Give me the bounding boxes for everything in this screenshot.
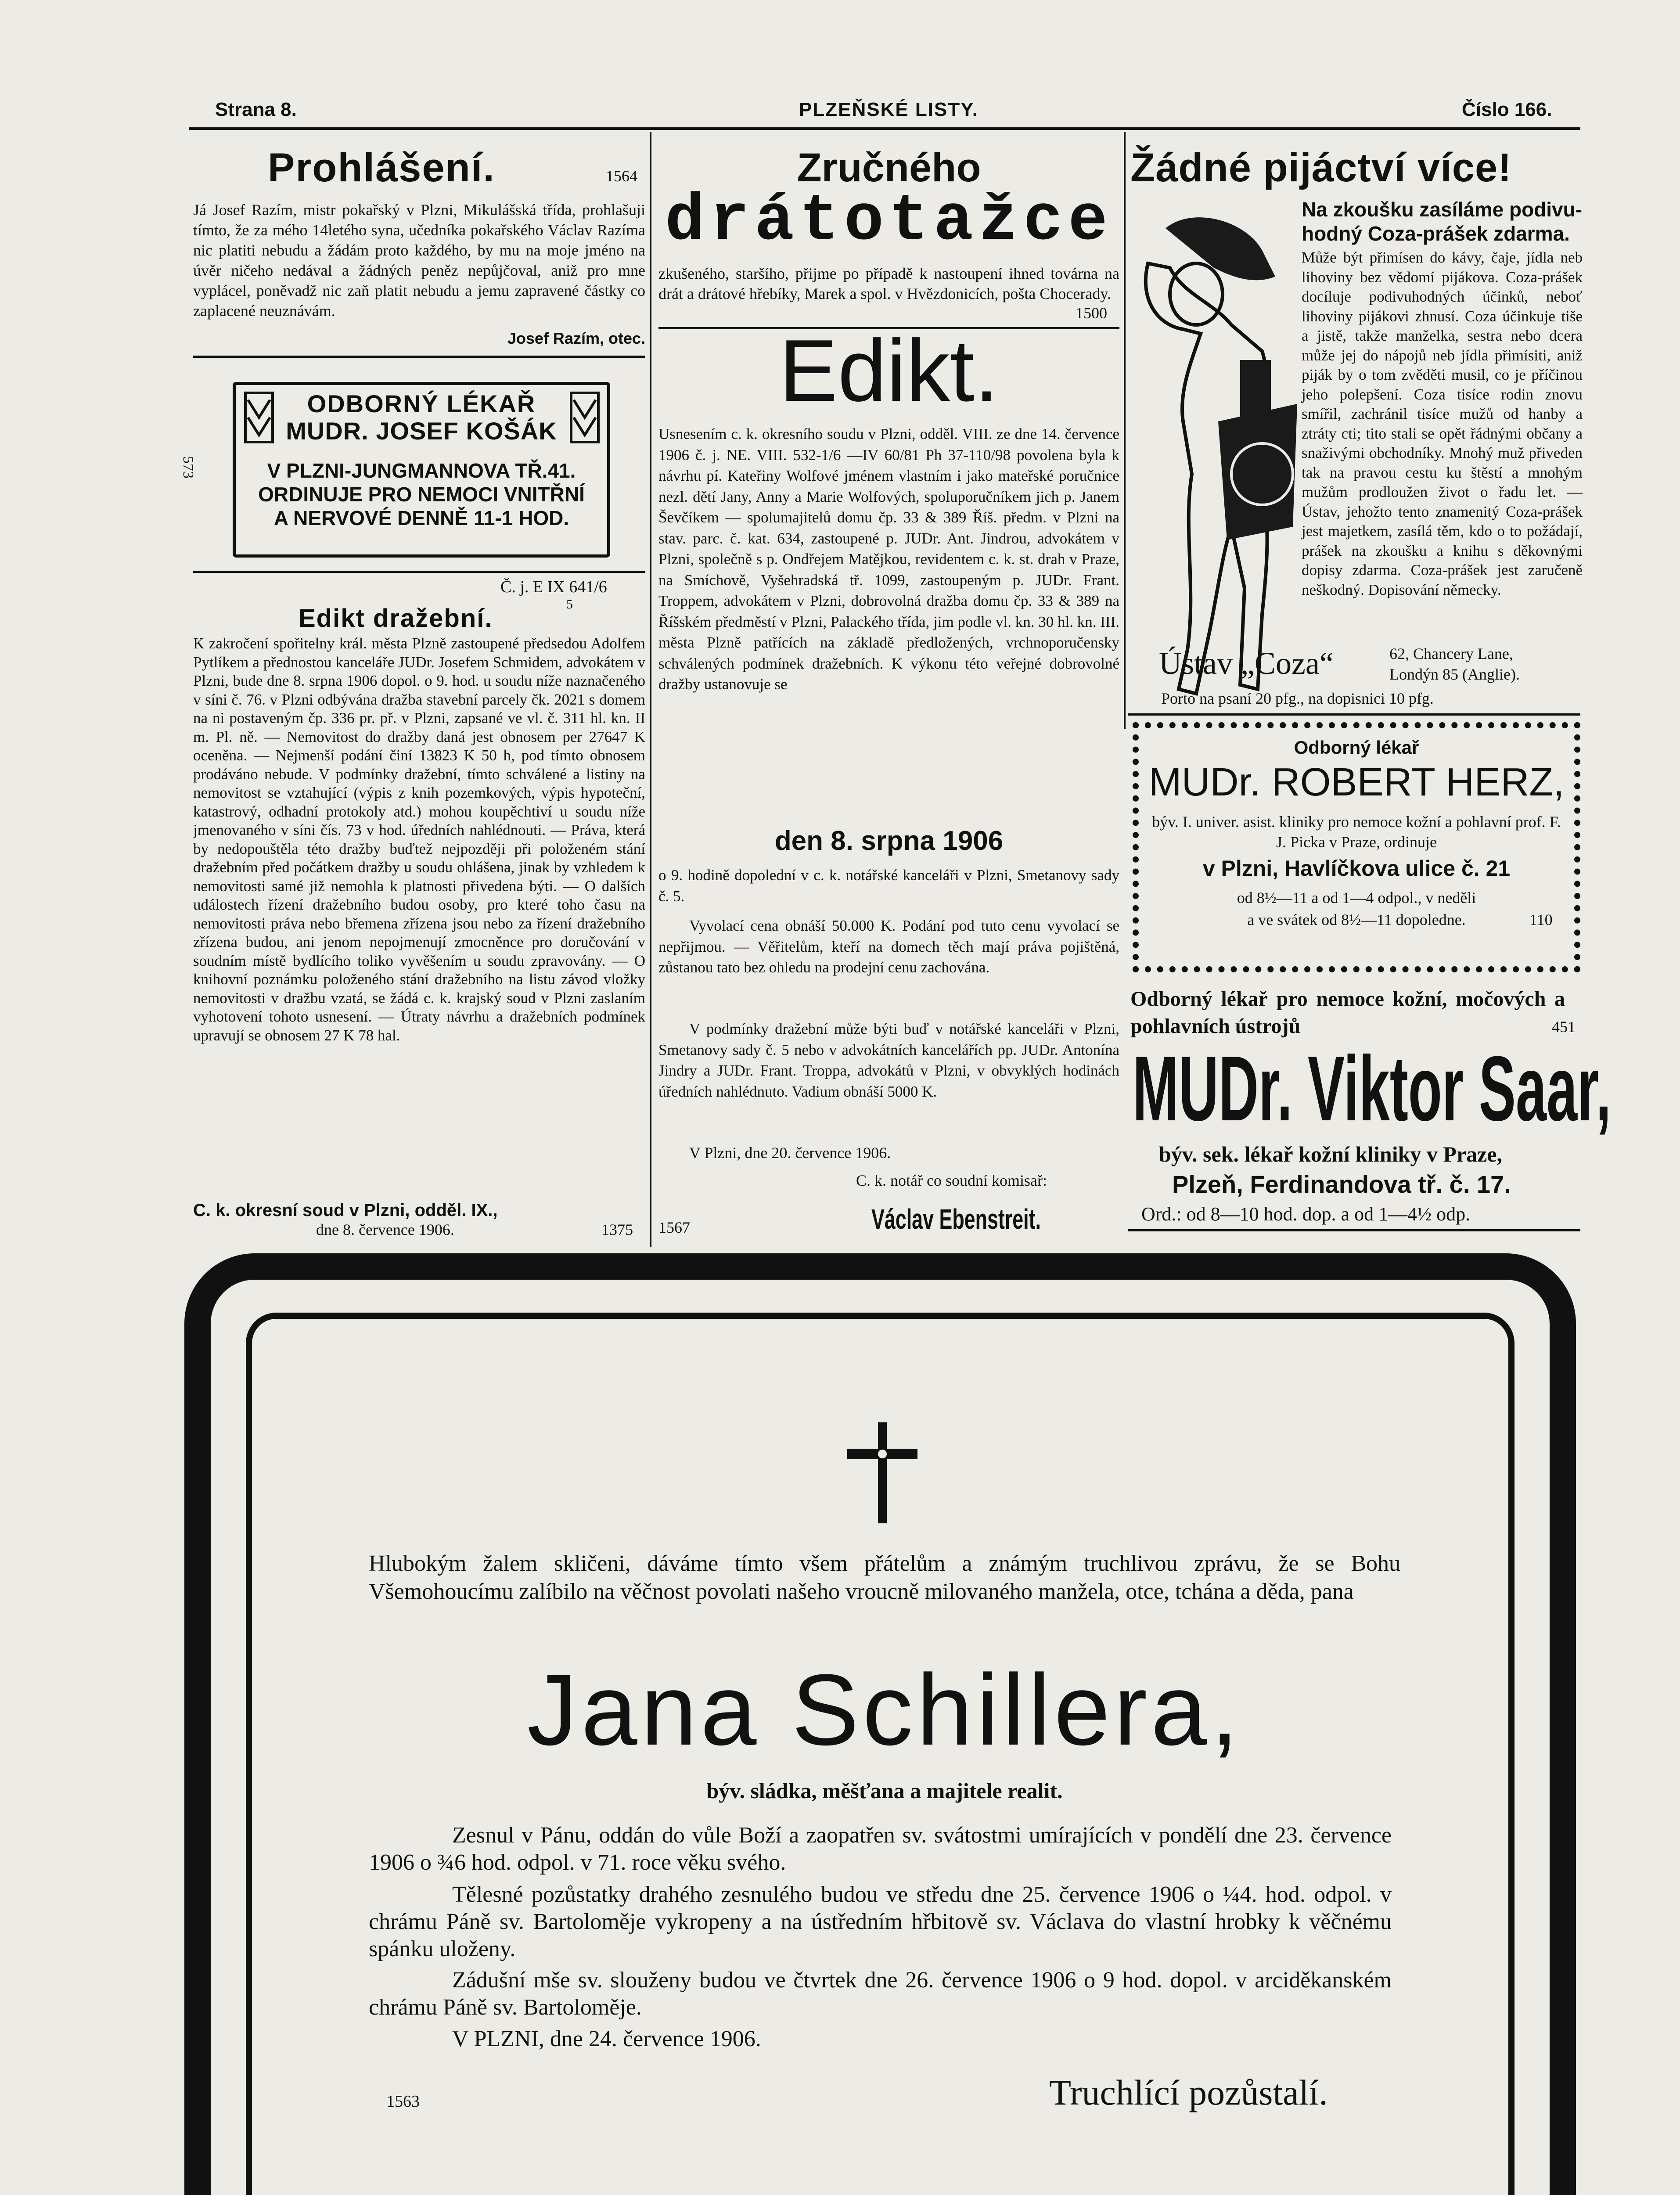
edikt-body3: Vyvolací cena obnáší 50.000 K. Podání pod tuto cenu vyvolací se nepřijmou. — Věřitelům, kteří na domech těch mají práva pojištěná, zůstanou tato bez ohledu na prodejní cenu zachována. [658, 917, 1119, 976]
obituary-intro: Hlubokým žalem skličeni, dáváme tímto všem přátelům a známým truchlivou zprávu, že se Bohu Všemohoucímu zalíbilo na věčnost povolati našeho vroucně milovaného manžela, otce, tchána a děda, pana [369, 1551, 1400, 1604]
coza-address1: 62, Chancery Lane, [1389, 645, 1513, 662]
obituary-place-date: V PLZNI, dne 24. července 1906. [452, 2026, 761, 2051]
edikt-drazebni-court: C. k. okresní soud v Plzni, odděl. IX., [193, 1201, 498, 1220]
herz-hours1: od 8½—11 a od 1—4 odpol., v neděli [1237, 889, 1476, 907]
kosak-line2: MUDR. JOSEF KOŠÁK [286, 417, 557, 445]
obituary-name: Jana Schillera, [527, 1653, 1242, 1766]
edikt-drazebni-date: dne 8. července 1906. [316, 1221, 454, 1238]
newspaper-title: PLZEŇSKÉ LISTY. [799, 99, 979, 120]
divider-5 [1128, 1229, 1580, 1231]
divider-1 [193, 356, 645, 358]
page-number: Strana 8. [215, 99, 297, 120]
obituary-p2: Tělesné pozůstatky drahého zesnulého budou ve středu dne 25. července 1906 o ¼4. hod. odpol. v chrámu Páně sv. Bartoloměje vykropeny a na ústředním hřbitově sv. Václava do vlastní hrobky k věčnému spánku uloženy. [369, 1882, 1392, 1961]
issue-number: Číslo 166. [1462, 99, 1552, 120]
kosak-line3: V PLZNI-JUNGMANNOVA TŘ.41. [267, 459, 576, 482]
saar-line2: býv. sek. lékař kožní kliniky v Praze, [1159, 1142, 1503, 1166]
kosak-line4: ORDINUJE PRO NEMOCI VNITŘNÍ [258, 483, 585, 506]
kosak-ad [233, 382, 610, 558]
saar-name: MUDr. Viktor Saar, [1133, 1037, 1612, 1140]
kosak-line5: A NERVOVÉ DENNĚ 11-1 HOD. [273, 507, 569, 529]
herz-address: v Plzni, Havlíčkova ulice č. 21 [1202, 856, 1511, 881]
divider-4 [1128, 713, 1580, 716]
herz-line2: býv. I. univer. asist. kliniky pro nemoce kožní a pohlavní prof. F. J. Picka v Praze, ordinuje [1152, 813, 1561, 851]
prohlaseni-ref: 1564 [606, 167, 637, 185]
obituary-occupation: býv. sládka, měšťana a majitele realit. [706, 1778, 1063, 1803]
obituary-p1: Zesnul v Pánu, oddán do vůle Boží a zaopatřen sv. svátostmi umírajících v pondělí dne 23. července 1906 o ¾6 hod. odpol. v 71. roce věku svého. [369, 1823, 1392, 1875]
edikt-notary: C. k. notář co soudní komisař: [856, 1172, 1047, 1189]
herz-line1: Odborný lékař [1294, 737, 1419, 758]
dratotazce-body: zkušeného, staršího, přijme po případě k nastoupení ihned továrna na drát a drátové hřebíky, Marek a spol. v Hvězdonicích, pošta Chocerady. [658, 265, 1119, 302]
obituary-p3: Zádušní mše sv. slouženy budou ve čtvrtek dne 26. července 1906 o 9 hod. dopol. v arciděkanském chrámu Páně sv. Bartoloměje. [369, 1968, 1392, 2020]
edikt-date: V Plzni, dne 20. července 1906. [689, 1144, 891, 1162]
edikt-drazebni-title: Edikt dražební. [299, 604, 493, 633]
herz-name: MUDr. ROBERT HERZ, [1148, 760, 1565, 804]
header-rule [189, 127, 1580, 130]
herz-hours2: a ve svátek od 8½—11 dopoledne. [1247, 911, 1466, 928]
prohlaseni-signature: Josef Razím, otec. [507, 329, 645, 347]
obituary-num: 1563 [386, 2092, 420, 2111]
coza-illustration [1130, 193, 1302, 711]
herz-ad [1133, 722, 1580, 972]
column-divider-left [650, 132, 651, 1247]
edikt-drazebni-ref: Č. j. E IX 641/6 [500, 578, 607, 596]
edikt-drazebni-num: 1375 [601, 1221, 633, 1238]
dratotazce-title2: drátotažce [665, 184, 1113, 259]
coza-body: Může být přimísen do kávy, čaje, jídla neb lihoviny bez vědomí pijákova. Coza-prášek docíluje podivuhodných účinků, neboť lihoviny pijákovi zhnusí. Coza účinkuje tiše a jistě, takže manželka, sestra nebo dcera může jej do nápojů neb jídla přimísiti, aniž piják by o tom zvěděti musil, co je příčinou jeho polepšení. Coza tisíce rodin znovu smířil, zachránil tisíce mužů od hanby a ztráty cti; tito stali se opět řádnými občany a snaživými obchodníky. Mnohý muž přiveden tak na pravou cestu ku štěstí a mnohým mužům prodloužen život o řadu let. — Ústav, jehožto tento znamenitý Coza-prášek jest majetkem, zasílá těm, kdo o to požádají, prášek na zkoušku a knihu s děkovnými dopisy zdarma. Coza-prášek jest zaručeně neškodný. Dopisování německy. [1302, 249, 1583, 598]
saar-hours: Ord.: od 8—10 hod. dop. a od 1—4½ odp. [1141, 1203, 1471, 1225]
ornament-icon [569, 391, 600, 444]
saar-line1: Odborný lékař pro nemoce kožní, močových a pohlavních ústrojů [1130, 987, 1565, 1038]
edikt-num: 1567 [658, 1219, 690, 1236]
kosak-side-ref: 573 [180, 456, 196, 479]
prohlaseni-title: Prohlášení. [268, 145, 495, 190]
dratotazce-num: 1500 [1076, 304, 1107, 322]
edikt-drazebni-ref2: 5 [566, 597, 573, 612]
saar-num: 451 [1552, 1018, 1576, 1036]
prohlaseni-body: Já Josef Razím, mistr pokařský v Plzni, Mikulášská třída, prohlašuji tímto, že za mého 14letého syna, učedníka pokařského Václav Razíma nic platiti nebudu a žádám proto každého, by mu na moje jméno na úvěr ničeho nedával a žádných peněz nepůjčoval, aniž pro mne vyplácel, poněvadž nic zaň platit nebudu a jemu zapravené částky co zaplacené neuznávám. [193, 201, 645, 320]
coza-porto: Porto na psaní 20 pfg., na dopisnici 10 pfg. [1161, 690, 1434, 707]
dratotazce-title1: Zručného [797, 145, 981, 190]
divider-2 [193, 571, 645, 573]
edikt-body4: V podmínky dražební může býti buď v notářské kanceláři v Plzni, Smetanovy sady č. 5 nebo v advokátních kancelářích pp. JUDr. Antonína Jindry a JUDr. Frant. Troppa, advokátů v Plzni, v obvyklých hodinách úředních nahlédnuto. Vadium obnáší 5000 K. [658, 1020, 1119, 1100]
coza-ustav: Ústav „Coza“ [1159, 646, 1334, 681]
saar-address: Plzeň, Ferdinandova tř. č. 17. [1172, 1170, 1511, 1198]
cross-icon [847, 1422, 917, 1523]
edikt-body2: o 9. hodině dopolední v c. k. notářské kanceláři v Plzni, Smetanovy sady č. 5. [658, 867, 1119, 905]
coza-address2: Londýn 85 (Anglie). [1389, 666, 1520, 683]
herz-num: 110 [1529, 911, 1553, 928]
edikt-date-big: den 8. srpna 1906 [774, 826, 1004, 856]
edikt-title: Edikt. [779, 322, 999, 420]
edikt-drazebni-body: K zakročení spořitelny král. města Plzně zastoupené předsedou Adolfem Pytlíkem a přednostou kanceláře JUDr. Josefem Schmidem, advokátem v Plzni, bude dne 8. srpna 1906 dopol. o 9. hod. u soudu níže naznačeného v síni č. 76. v Plzni odbývána dražba stavební parcely čk. 2021 s domem na ni postaveným čp. 336 pr. př. v Plzni, zapsané ve vl. č. 311 hl. kn. II m. Pl. ně. — Nemovitost do dražby daná jest obnosem per 27647 K oceněna. — Nejmenší podání činí 13823 K 50 h, pod tímto obnosem prodáváno nebude. V podmínky dražební, tímto schválené a listiny na nemovitost se vztahující (výpis z knih pozemkových, výpis hypoteční, katastrový, odhadní protokoly atd.) mohou koupěchtiví u soudu níže jmenovaného v síni čís. 73 v hod. úředních nahlédnouti. — Práva, která by nedopouštěla této dražby buďtež nejpozději při položeném stání dražebním před počátkem dražby u soudu ohlášena, jinak by vzhledem k nemovitosti samé již nemohla k platnosti přivedena býti. — O dalších událostech řízení dražebního budou osoby, pro které toho času na nemovitosti práva nebo břemena zřízena jsou nebo za řízení dražebního zřízena budou, ani jenom nepojmenují zmocněnce pro doručování v soudním místě bydlícího toliko vyvěšením u soudu zpravovány. — O knihovní poznámku položeného stání dražebního na listu závod vložky nemovitosti v dražbu vzatá, se žádá c. k. krajský soud v Plzni zaslaním vyhotovení tohoto usnesení. — Útraty návrhu a dražebních podmínek upravují se obnosem 27 K 78 hal. [193, 635, 645, 1044]
kosak-line1: ODBORNÝ LÉKAŘ [307, 390, 536, 417]
obituary-signature: Truchlící pozůstalí. [1049, 2073, 1328, 2112]
ornament-icon [244, 391, 274, 444]
column-divider-right [1124, 132, 1126, 729]
coza-subtitle1: Na zkoušku zasíláme podivu- [1302, 198, 1583, 221]
coza-title: Žádné pijáctví více! [1130, 145, 1512, 190]
edikt-body1: Usnesením c. k. okresního soudu v Plzni, odděl. VIII. ze dne 14. července 1906 č. j. NE. VIII. 532-1/6 —IV 60/81 Ph 37-110/98 povolena byla k návrhu pí. Kateřiny Wolfové jménem vlastním i jako mateřské poručnice nezl. dětí Jany, Anny a Marie Wolfových, spoluporučníkem jich p. Janem Ševčíkem — spolumajitelů domu čp. 33 & 389 Říš. předm. v Plzni na stav. parc. č. kat. 634, zastoupené p. JUDr. Ant. Jindrou, advokátem v Plzni, společně s p. Ondřejem Matějkou, revidentem c. k. st. drah v Praze, na Smíchově, Vyšehradská tř. 1099, zastoupeným p. JUDr. Frant. Troppem, advokátem v Plzni, dobrovolná dražba domu čp. 33 & 389 na Říšském předměstí v Plzni, Palackého třída, jim podle vl. kn. 30 hl. kn. III. města Plzně patřících na základě předložených, vrchnoporučensky schválených podmínek dražebních. K výkonu této veřejné dobrovolné dražby ustanovuje se [658, 425, 1119, 693]
coza-subtitle2: hodný Coza-prášek zdarma. [1302, 222, 1570, 245]
edikt-signature: Václav Ebenstreit. [871, 1203, 1041, 1235]
